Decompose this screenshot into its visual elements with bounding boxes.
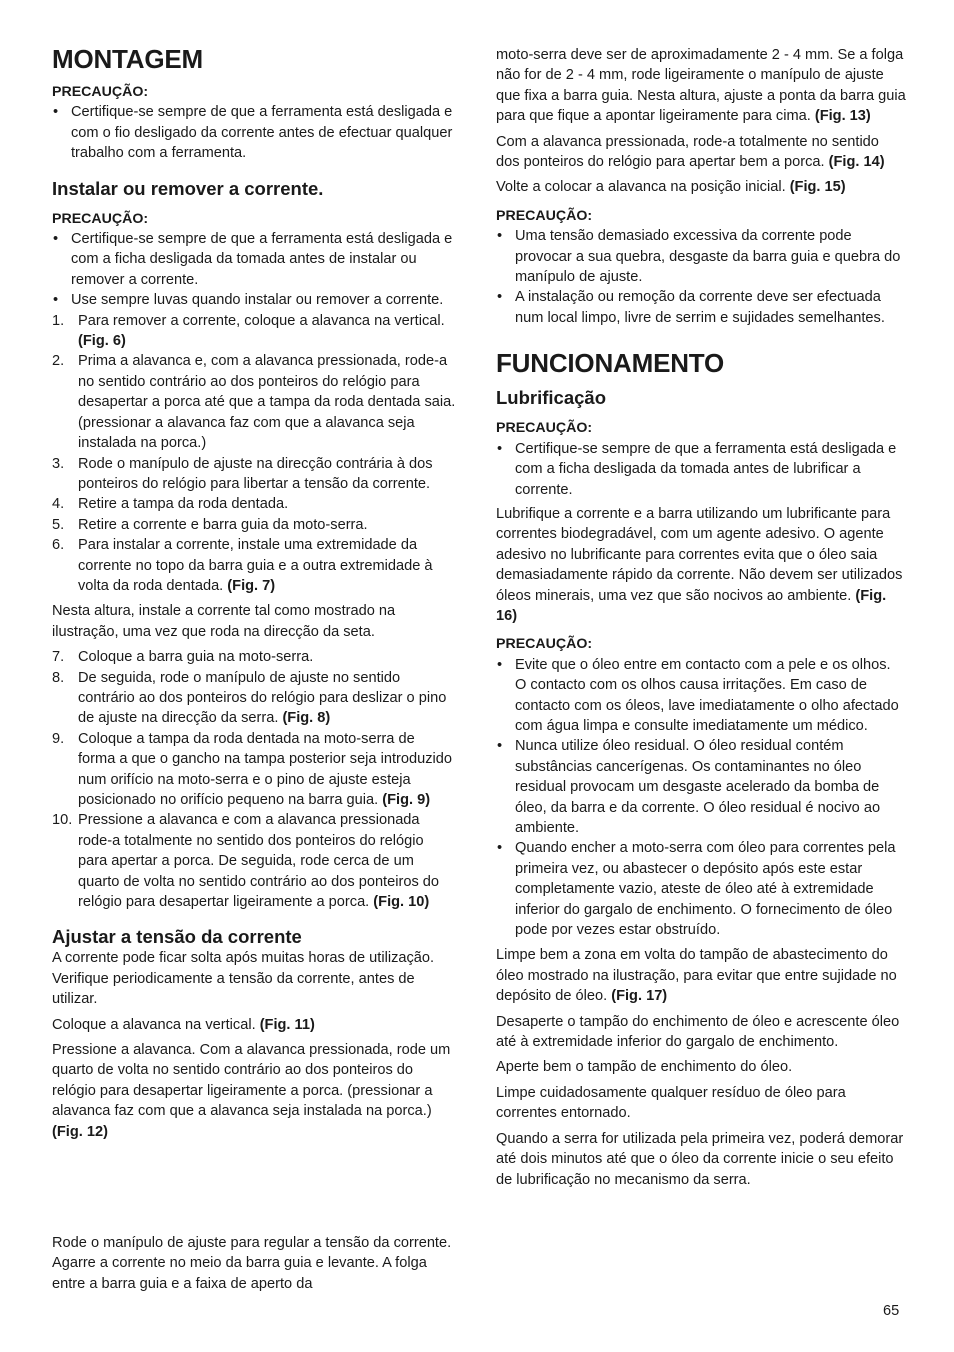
paragraph: Lubrifique a corrente e a barra utilizando um lubrificante para correntes biodegradável, com um agente adesivo. O agente adesivo no lubrificante para correntes evita que o óleo saia demasiadamente rápido da corrente. Não devem ser utilizados óleos minerais, uma vez que são nocivos ao ambiente. (Fig. 16) xyxy=(496,505,903,624)
steps-list xyxy=(52,647,456,912)
ajustar-title: Ajustar a tensão da corrente xyxy=(52,926,302,948)
paragraph: Quando a serra for utilizada pela primeira vez, poderá demorar até dois minutos até que o óleo da corrente inicie o seu efeito de lubrificação no mecanismo da serra. xyxy=(496,1130,904,1188)
paragraph: A corrente pode ficar solta após muitas horas de utilização. Verifique periodicamente a tensão da corrente, antes de utilizar. xyxy=(52,950,435,1008)
caution-item: • Nunca utilize óleo residual. O óleo residual contém substâncias cancerígenas. Os contaminantes no óleo residual provocam um desgaste acelerado da bomba de óleo, da barra e da corrente. O óleo residual é nocivo ao ambiente. xyxy=(497,738,881,836)
caution-list xyxy=(496,226,906,328)
step-item: 10. Pressione a alavanca e com a alavanca pressionada rode-a totalmente no sentido dos ponteiros do relógio para apertar a porca. De seguida, rode cerca de um quarto de volta no sentido contrário ao dos ponteiros do relógio para desapertar ligeiramente a porca. (Fig. 10) xyxy=(52,812,440,911)
caution-label: PRECAUÇÃO: xyxy=(496,636,593,653)
step-item: 1. Para remover a corrente, coloque a alavanca na vertical. (Fig. 6) xyxy=(52,312,445,350)
caution-label: PRECAUÇÃO: xyxy=(52,210,149,227)
tension-paragraph-start xyxy=(52,1233,456,1294)
caution-list xyxy=(496,655,906,941)
paragraph: Limpe bem a zona em volta do tampão de abastecimento do óleo mostrado na ilustração, para evitar que entre sujidade no depósito de óleo. (Fig. 17) xyxy=(496,947,897,1005)
paragraph: Limpe cuidadosamente qualquer resíduo de óleo para correntes entornado. xyxy=(496,1084,846,1122)
install-note: Nesta altura, instale a corrente tal como mostrado na ilustração, uma vez que roda na direcção da seta. xyxy=(52,603,396,640)
caution-item: • Certifique-se sempre de que a ferramenta está desligada e com o fio desligado da corrente antes de efectuar qualquer trabalho com a ferramenta. xyxy=(53,104,453,162)
step-item: 3. Rode o manípulo de ajuste na direcção contrária à dos ponteiros do relógio para libertar a tensão da corrente. xyxy=(52,455,433,492)
caution-item: • Use sempre luvas quando instalar ou remover a corrente. xyxy=(53,292,444,309)
caution-item: • Evite que o óleo entre em contacto com a pele e os olhos. O contacto com os olhos causa irritações. Em caso de contacto com os óleos, lave imediatamente o olho afectado com água limpa e consulte imediatamente um médico. xyxy=(497,656,899,734)
step-item: 9. Coloque a tampa da roda dentada na moto-serra de forma a que o gancho na tampa posterior seja introduzido num orifício na moto-serra e o pino de ajuste esteja posicionado no orifício pequeno na barra guia. (Fig. 9) xyxy=(52,730,452,808)
caution-list xyxy=(496,439,906,500)
caution-label: PRECAUÇÃO: xyxy=(496,420,593,437)
step-item: 4. Retire a tampa da roda dentada. xyxy=(52,496,289,513)
caution-item: • Certifique-se sempre de que a ferramenta está desligada e com a ficha desligada da tomada antes de lubrificar a corrente. xyxy=(497,440,897,498)
paragraph-part-1: Rode o manípulo de ajuste para regular a tensão da corrente. Agarre a corrente no meio da barra guia e levante. A folga entre a barra guia e a faixa de aperto da xyxy=(52,1235,452,1292)
caution-label: PRECAUÇÃO: xyxy=(496,207,593,224)
step-item: 2. Prima a alavanca e, com a alavanca pressionada, rode-a no sentido contrário ao dos ponteiros do relógio para desapertar a porca até que a tampa da roda dentada saia. (pressionar a alavanca faz com que a alavanca seja instalada na porca.) xyxy=(52,353,456,452)
montagem-title: MONTAGEM xyxy=(52,44,204,74)
instalar-title: Instalar ou remover a corrente. xyxy=(52,177,324,199)
step-item: 6. Para instalar a corrente, instale uma extremidade da corrente no topo da barra guia e a outra extremidade à volta da roda dentada. (Fig. 7) xyxy=(52,537,433,594)
caution-list xyxy=(52,229,456,311)
caution-item: • Quando encher a moto-serra com óleo para correntes pela primeira vez, ou abastecer o depósito após este estar completamente vazio, ateste de óleo até à extremidade inferior do gargalo de enchimento. O fornecimento de óleo pode por vezes estar obstruído. xyxy=(497,840,896,939)
step-item: 7. Coloque a barra guia na moto-serra. xyxy=(52,649,314,666)
left-column xyxy=(52,44,456,1142)
paragraph: Pressione a alavanca. Com a alavanca pressionada, rode um quarto de volta no sentido contrário ao dos ponteiros do relógio para desapertar ligeiramente a porca. (pressionar a alavanca faz com que a alavanca seja instalada na porca.) (Fig. 12) xyxy=(52,1042,451,1140)
caution-list xyxy=(52,102,456,163)
caution-item: • Certifique-se sempre de que a ferramenta está desligada e com a ficha desligada da tomada antes de instalar ou remover a corrente. xyxy=(53,231,453,288)
step-item: 8. De seguida, rode o manípulo de ajuste no sentido contrário ao dos ponteiros do relógio para deslizar o pino de ajuste na direcção da serra. (Fig. 8) xyxy=(52,669,447,727)
paragraph: Coloque a alavanca na vertical. (Fig. 11) xyxy=(52,1016,315,1033)
funcionamento-title: FUNCIONAMENTO xyxy=(496,348,725,379)
paragraph: Com a alavanca pressionada, rode-a totalmente no sentido dos ponteiros do relógio para apertar bem a porca. (Fig. 14) xyxy=(496,133,885,171)
lubrificacao-title: Lubrificação xyxy=(496,387,606,409)
paragraph: Volte a colocar a alavanca na posição inicial. (Fig. 15) xyxy=(496,179,846,196)
steps-list xyxy=(52,311,456,597)
paragraph: Desaperte o tampão do enchimento de óleo e acrescente óleo até à extremidade inferior do gargalo de enchimento. xyxy=(496,1013,900,1051)
caution-item: • Uma tensão demasiado excessiva da corrente pode provocar a sua quebra, desgaste da barra guia e quebra do manípulo de ajuste. xyxy=(497,228,901,286)
right-column xyxy=(496,45,906,1190)
step-item: 5. Retire a corrente e barra guia da moto-serra. xyxy=(52,516,368,533)
paragraph: Aperte bem o tampão de enchimento do óleo. xyxy=(496,1059,793,1076)
caution-item: • A instalação ou remoção da corrente deve ser efectuada num local limpo, livre de serrim e sujidades semelhantes. xyxy=(497,289,885,326)
caution-label: PRECAUÇÃO: xyxy=(52,84,149,100)
page-number: 65 xyxy=(883,1303,900,1319)
paragraph-part-2: moto-serra deve ser de aproximadamente 2 - 4 mm. Se a folga não for de 2 - 4 mm, rode ligeiramente o manípulo de ajuste que fixa a barra guia. Nesta altura, ajuste a ponta da barra guia para que fique a apontar ligeiramente para cima. (Fig. 13) xyxy=(496,47,906,125)
